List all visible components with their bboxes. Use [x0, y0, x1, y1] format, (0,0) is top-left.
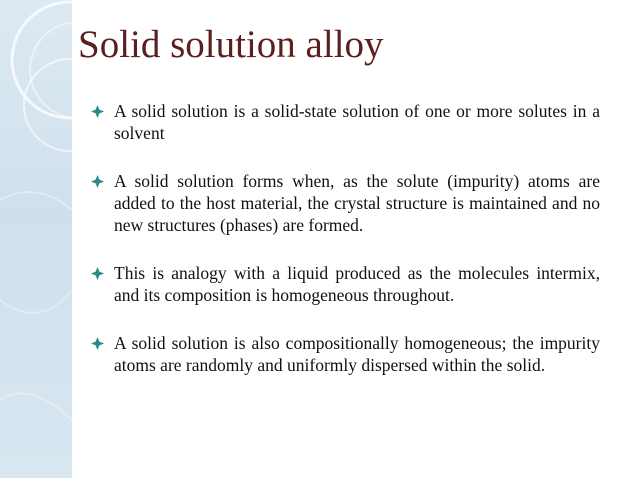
bullet-text: This is analogy with a liquid produced as the molecules intermix, and its composition is homogeneous throughout. [114, 263, 600, 305]
bullet-item [90, 100, 600, 144]
swirl-decoration [0, 0, 72, 478]
bullet-text: A solid solution is also compositionally homogeneous; the impurity atoms are randomly and uniformly dispersed within the solid. [114, 333, 600, 375]
bullet-item [90, 332, 600, 376]
diamond-bullet-icon [90, 266, 105, 281]
bullet-text: A solid solution is a solid-state solution of one or more solutes in a solvent [114, 101, 600, 143]
bullet-text: A solid solution forms when, as the solute (impurity) atoms are added to the host material, the crystal structure is maintained and no new structures (phases) are formed. [114, 171, 600, 235]
bullet-item [90, 262, 600, 306]
bullet-list [90, 100, 600, 402]
diamond-bullet-icon [90, 104, 105, 119]
diamond-bullet-icon [90, 336, 105, 351]
decorative-side-strip [0, 0, 72, 478]
bullet-item [90, 170, 600, 236]
diamond-bullet-icon [90, 174, 105, 189]
slide-title: Solid solution alloy [78, 23, 384, 66]
